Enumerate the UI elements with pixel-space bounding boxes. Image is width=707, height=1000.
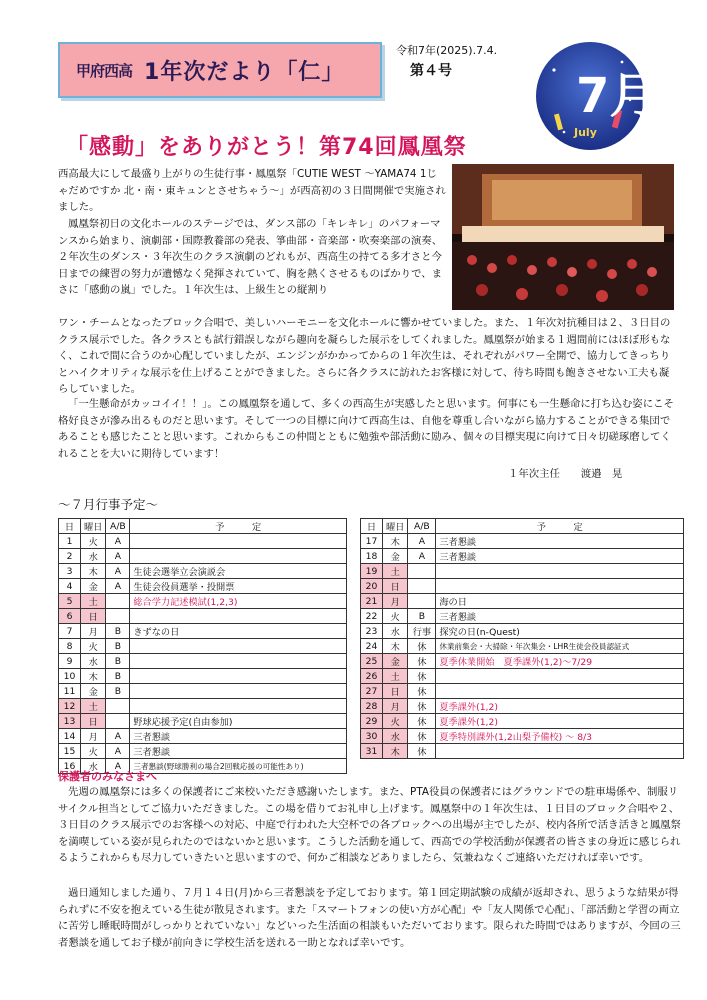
ab-cell: B — [106, 684, 130, 699]
ab-cell: A — [106, 759, 130, 774]
weekday-cell: 水 — [81, 759, 106, 774]
table-row — [59, 714, 347, 729]
table-row — [59, 579, 347, 594]
day-cell: 5 — [59, 594, 81, 609]
festival-photo — [452, 164, 674, 310]
ab-cell — [106, 594, 130, 609]
table-row — [59, 654, 347, 669]
weekday-cell: 水 — [81, 549, 106, 564]
badge-sub: July — [574, 126, 597, 139]
weekday-cell: 火 — [81, 534, 106, 549]
weekday-cell: 日 — [81, 714, 106, 729]
issue-number: 第４号 — [410, 63, 452, 79]
day-cell: 23 — [361, 624, 383, 639]
ab-cell: A — [106, 729, 130, 744]
weekday-cell: 月 — [383, 699, 408, 714]
table-row — [59, 549, 347, 564]
event-cell — [130, 549, 347, 564]
ab-cell: A — [106, 744, 130, 759]
weekday-cell: 土 — [81, 699, 106, 714]
ab-cell: B — [106, 639, 130, 654]
event-cell: 夏季特別課外(1,2山梨予備校) ～ 8/3 — [436, 729, 684, 744]
day-cell: 1 — [59, 534, 81, 549]
day-cell: 20 — [361, 579, 383, 594]
event-cell: 三者懇談 — [436, 534, 684, 549]
day-cell: 21 — [361, 594, 383, 609]
weekday-cell: 木 — [383, 639, 408, 654]
signature: １年次主任 渡邉 晃 — [508, 468, 623, 480]
day-cell: 10 — [59, 669, 81, 684]
weekday-cell: 木 — [383, 744, 408, 759]
table-row — [361, 564, 684, 579]
event-cell: 探究の日(n-Quest) — [436, 624, 684, 639]
event-cell: 生徒会役員選挙・投開票 — [130, 579, 347, 594]
header-ab: A/B — [408, 519, 436, 534]
day-cell: 11 — [59, 684, 81, 699]
badge-month: 7月 — [576, 68, 658, 124]
header-day: 日 — [59, 519, 81, 534]
event-cell — [130, 654, 347, 669]
ab-cell: B — [106, 669, 130, 684]
table-row — [361, 699, 684, 714]
header-event: 予 定 — [436, 519, 684, 534]
event-cell: 三者懇談 — [436, 609, 684, 624]
day-cell: 16 — [59, 759, 81, 774]
event-cell: 三者懇談 — [130, 744, 347, 759]
schedule-table-left — [58, 518, 347, 774]
weekday-cell: 木 — [383, 534, 408, 549]
day-cell: 12 — [59, 699, 81, 714]
event-cell: 生徒会選挙立会演説会 — [130, 564, 347, 579]
day-cell: 28 — [361, 699, 383, 714]
table-header-row — [59, 519, 347, 534]
table-row — [59, 534, 347, 549]
event-cell: 三者懇談 — [436, 549, 684, 564]
parents-paragraph-2: 過日通知しました通り、７月１４日(月)から三者懇談を予定しております。第１回定期試験の成績が返却され、思うような結果が得られずに不安を抱えている生徒が散見されます。また「スマートフォンの使い方が心配」や「友人関係で心配」、「部活動と学習の両立に苦労し睡眠時間がしっかりとれていない」などいった生活面の相談もいただいております。限られた時間ではありますが、今回の三者懇談を通してお子様が前向きに学校生活を送れる一助となれば幸いです。 — [58, 887, 681, 949]
ab-cell: A — [408, 549, 436, 564]
weekday-cell: 土 — [383, 669, 408, 684]
ab-cell: A — [106, 564, 130, 579]
article-paragraph-4: 「一生懸命がカッコイイ！！」。この鳳凰祭を通して、多くの西高生が実感したと思います。何事にも一生懸命に打ち込む姿にこそ格好良さが滲み出るものだと思います。そして一つの目標に向けて西高生は、自他を尊重し合いながら協力することができる集団であることも感じたことと思います。これからもこの仲間とともに勉強や部活動に励み、個々の目標実現に向けて日々切磋琢磨してくれることを大いに期待しています！ — [58, 398, 674, 460]
weekday-cell: 金 — [383, 654, 408, 669]
weekday-cell: 木 — [81, 669, 106, 684]
event-cell — [130, 534, 347, 549]
weekday-cell: 水 — [81, 654, 106, 669]
ab-cell: A — [106, 549, 130, 564]
table-row — [59, 564, 347, 579]
weekday-cell: 水 — [383, 624, 408, 639]
table-row — [59, 594, 347, 609]
header-event: 予 定 — [130, 519, 347, 534]
ab-cell — [408, 594, 436, 609]
article-paragraph-2: 鳳凰祭初日の文化ホールのステージでは、ダンス部の「キレキレ」のパフォーマンスから始まり、演劇部・国際教養部の発表、箏曲部・音楽部・吹奏楽部の演奏、２年次生のダンス・３年次生のクラス演劇のどれもが、西高生の持てる多才さと今日までの練習の努力が遺憾なく発揮されていて、胸を熱くさせるものばかりで、まさに「感動の嵐」でした。１年次生は、上級生との縦割り — [58, 218, 443, 297]
day-cell: 31 — [361, 744, 383, 759]
table-row — [361, 744, 684, 759]
event-cell: きずなの日 — [130, 624, 347, 639]
article-paragraph-1: 西高最大にして最盛り上がりの生徒行事・鳳凰祭「CUTIE WEST ～YAMA74 1じゃだめですか 北・南・東キュンとさせちゃう～」が西高初の３日間開催で実施されました。 — [58, 168, 446, 214]
weekday-cell: 金 — [81, 684, 106, 699]
header-weekday: 曜日 — [81, 519, 106, 534]
table-row — [361, 729, 684, 744]
table-row — [361, 579, 684, 594]
ab-cell: B — [106, 624, 130, 639]
ab-cell: 休 — [408, 729, 436, 744]
ab-cell: A — [106, 579, 130, 594]
table-row — [361, 549, 684, 564]
table-row — [59, 699, 347, 714]
newsletter-title: 1年次だより「仁」 — [144, 59, 345, 85]
event-cell — [130, 669, 347, 684]
day-cell: 22 — [361, 609, 383, 624]
day-cell: 17 — [361, 534, 383, 549]
day-cell: 29 — [361, 714, 383, 729]
event-cell — [130, 684, 347, 699]
parents-paragraph-1: 先週の鳳凰祭には多くの保護者にご来校いただき感謝いたします。また、PTA役員の保護者にはグラウンドでの駐車場係や、制服リサイクル担当としてご協力いただきました。この場を借りてお礼申し上げます。鳳凰祭中の１年次生は、１日目のブロック合唱や２、３日目のクラス展示でのお客様への対応、中庭で行われた大空杯での各ブロックへの出場が主でしたが、校内各所で活き活きと鳳凰祭を満喫している姿が見られたのではないかと思います。こうした活動を通して、西高での学校活動が保護者の皆さまの身近に感じられるようこれからも尽力していきたいと思いますので、何かご相談などありましたら、気兼ねなくご連絡いただければ幸いです。 — [58, 786, 681, 865]
day-cell: 15 — [59, 744, 81, 759]
day-cell: 26 — [361, 669, 383, 684]
schedule-table-right — [360, 518, 684, 759]
ab-cell — [106, 609, 130, 624]
table-row — [361, 639, 684, 654]
ab-cell: 休 — [408, 654, 436, 669]
header-weekday: 曜日 — [383, 519, 408, 534]
ab-cell — [106, 714, 130, 729]
ab-cell: 休 — [408, 699, 436, 714]
schedule-title: ～７月行事予定～ — [58, 497, 159, 512]
event-cell: 夏季課外(1,2) — [436, 714, 684, 729]
table-row — [59, 744, 347, 759]
table-row — [59, 729, 347, 744]
header-ab: A/B — [106, 519, 130, 534]
ab-cell — [408, 579, 436, 594]
weekday-cell: 月 — [81, 729, 106, 744]
event-cell: 総合学力記述模試(1,2,3) — [130, 594, 347, 609]
day-cell: 2 — [59, 549, 81, 564]
ab-cell: 休 — [408, 684, 436, 699]
table-row — [59, 609, 347, 624]
day-cell: 8 — [59, 639, 81, 654]
weekday-cell: 土 — [81, 594, 106, 609]
event-cell: 休業前集会・大掃除・年次集会・LHR生徒会役員認証式 — [436, 639, 684, 654]
event-cell — [130, 609, 347, 624]
day-cell: 7 — [59, 624, 81, 639]
ab-cell — [106, 699, 130, 714]
article-headline: 「感動」をありがとう！第74回鳳凰祭 — [66, 135, 467, 160]
weekday-cell: 土 — [383, 564, 408, 579]
event-cell: 海の日 — [436, 594, 684, 609]
weekday-cell: 木 — [81, 564, 106, 579]
table-row — [361, 624, 684, 639]
weekday-cell: 火 — [81, 639, 106, 654]
day-cell: 4 — [59, 579, 81, 594]
header-day: 日 — [361, 519, 383, 534]
day-cell: 13 — [59, 714, 81, 729]
event-cell — [130, 699, 347, 714]
event-cell — [130, 639, 347, 654]
weekday-cell: 金 — [81, 579, 106, 594]
weekday-cell: 日 — [81, 609, 106, 624]
table-row — [59, 639, 347, 654]
day-cell: 25 — [361, 654, 383, 669]
day-cell: 3 — [59, 564, 81, 579]
day-cell: 19 — [361, 564, 383, 579]
weekday-cell: 火 — [383, 609, 408, 624]
event-cell: 野球応援予定(自由参加) — [130, 714, 347, 729]
month-badge-icon — [534, 40, 658, 152]
weekday-cell: 水 — [383, 729, 408, 744]
ab-cell: 休 — [408, 714, 436, 729]
table-row — [59, 624, 347, 639]
table-row — [361, 684, 684, 699]
event-cell — [436, 744, 684, 759]
ab-cell: 休 — [408, 669, 436, 684]
ab-cell — [408, 564, 436, 579]
event-cell — [436, 669, 684, 684]
table-row — [59, 669, 347, 684]
day-cell: 27 — [361, 684, 383, 699]
ab-cell: B — [106, 654, 130, 669]
weekday-cell: 日 — [383, 684, 408, 699]
weekday-cell: 金 — [383, 549, 408, 564]
ab-cell: B — [408, 609, 436, 624]
parents-heading: 保護者のみなさまへ — [58, 770, 157, 783]
weekday-cell: 日 — [383, 579, 408, 594]
weekday-cell: 火 — [383, 714, 408, 729]
day-cell: 9 — [59, 654, 81, 669]
table-row — [361, 609, 684, 624]
day-cell: 14 — [59, 729, 81, 744]
event-cell — [436, 684, 684, 699]
article-paragraph-3: ワン・チームとなったブロック合唱で、美しいハーモニーを文化ホールに響かせていました。また、１年次対抗種目は２、３日目のクラス展示でした。各クラスとも試行錯誤しながら趣向を凝らした展示をしてくれました。鳳凰祭が始まる１週間前にはほぼ形もなく、これで間に合うのか心配していましたが、エンジンがかかってからの１年次生は、それぞれがパワー全開で、協力してきっちりとハイクオリティな展示を仕上げることができました。さらに各クラスに訪れたお客様に対して、待ち時間も飽きさせない工夫も凝らしていました。 — [58, 317, 671, 396]
table-header-row — [361, 519, 684, 534]
table-row — [361, 534, 684, 549]
weekday-cell: 月 — [81, 624, 106, 639]
event-cell: 三者懇談 — [130, 729, 347, 744]
ab-cell: 休 — [408, 744, 436, 759]
table-row — [361, 669, 684, 684]
newsletter-title-box — [58, 42, 382, 98]
issue-date: 令和7年(2025).7.4. — [396, 44, 498, 57]
event-cell — [436, 579, 684, 594]
school-name: 甲府西高 — [76, 61, 133, 80]
table-row — [361, 594, 684, 609]
ab-cell: 休 — [408, 639, 436, 654]
event-cell: 夏季休業開始 夏季課外(1,2)～7/29 — [436, 654, 684, 669]
weekday-cell: 月 — [383, 594, 408, 609]
day-cell: 30 — [361, 729, 383, 744]
table-row — [361, 714, 684, 729]
day-cell: 6 — [59, 609, 81, 624]
weekday-cell: 火 — [81, 744, 106, 759]
ab-cell: A — [408, 534, 436, 549]
table-row — [59, 684, 347, 699]
event-cell: 夏季課外(1,2) — [436, 699, 684, 714]
day-cell: 18 — [361, 549, 383, 564]
ab-cell: 行事 — [408, 624, 436, 639]
day-cell: 24 — [361, 639, 383, 654]
event-cell: 三者懇談(野球勝利の場合2回戦応援の可能性あり) — [130, 759, 347, 774]
ab-cell: A — [106, 534, 130, 549]
event-cell — [436, 564, 684, 579]
table-row — [361, 654, 684, 669]
